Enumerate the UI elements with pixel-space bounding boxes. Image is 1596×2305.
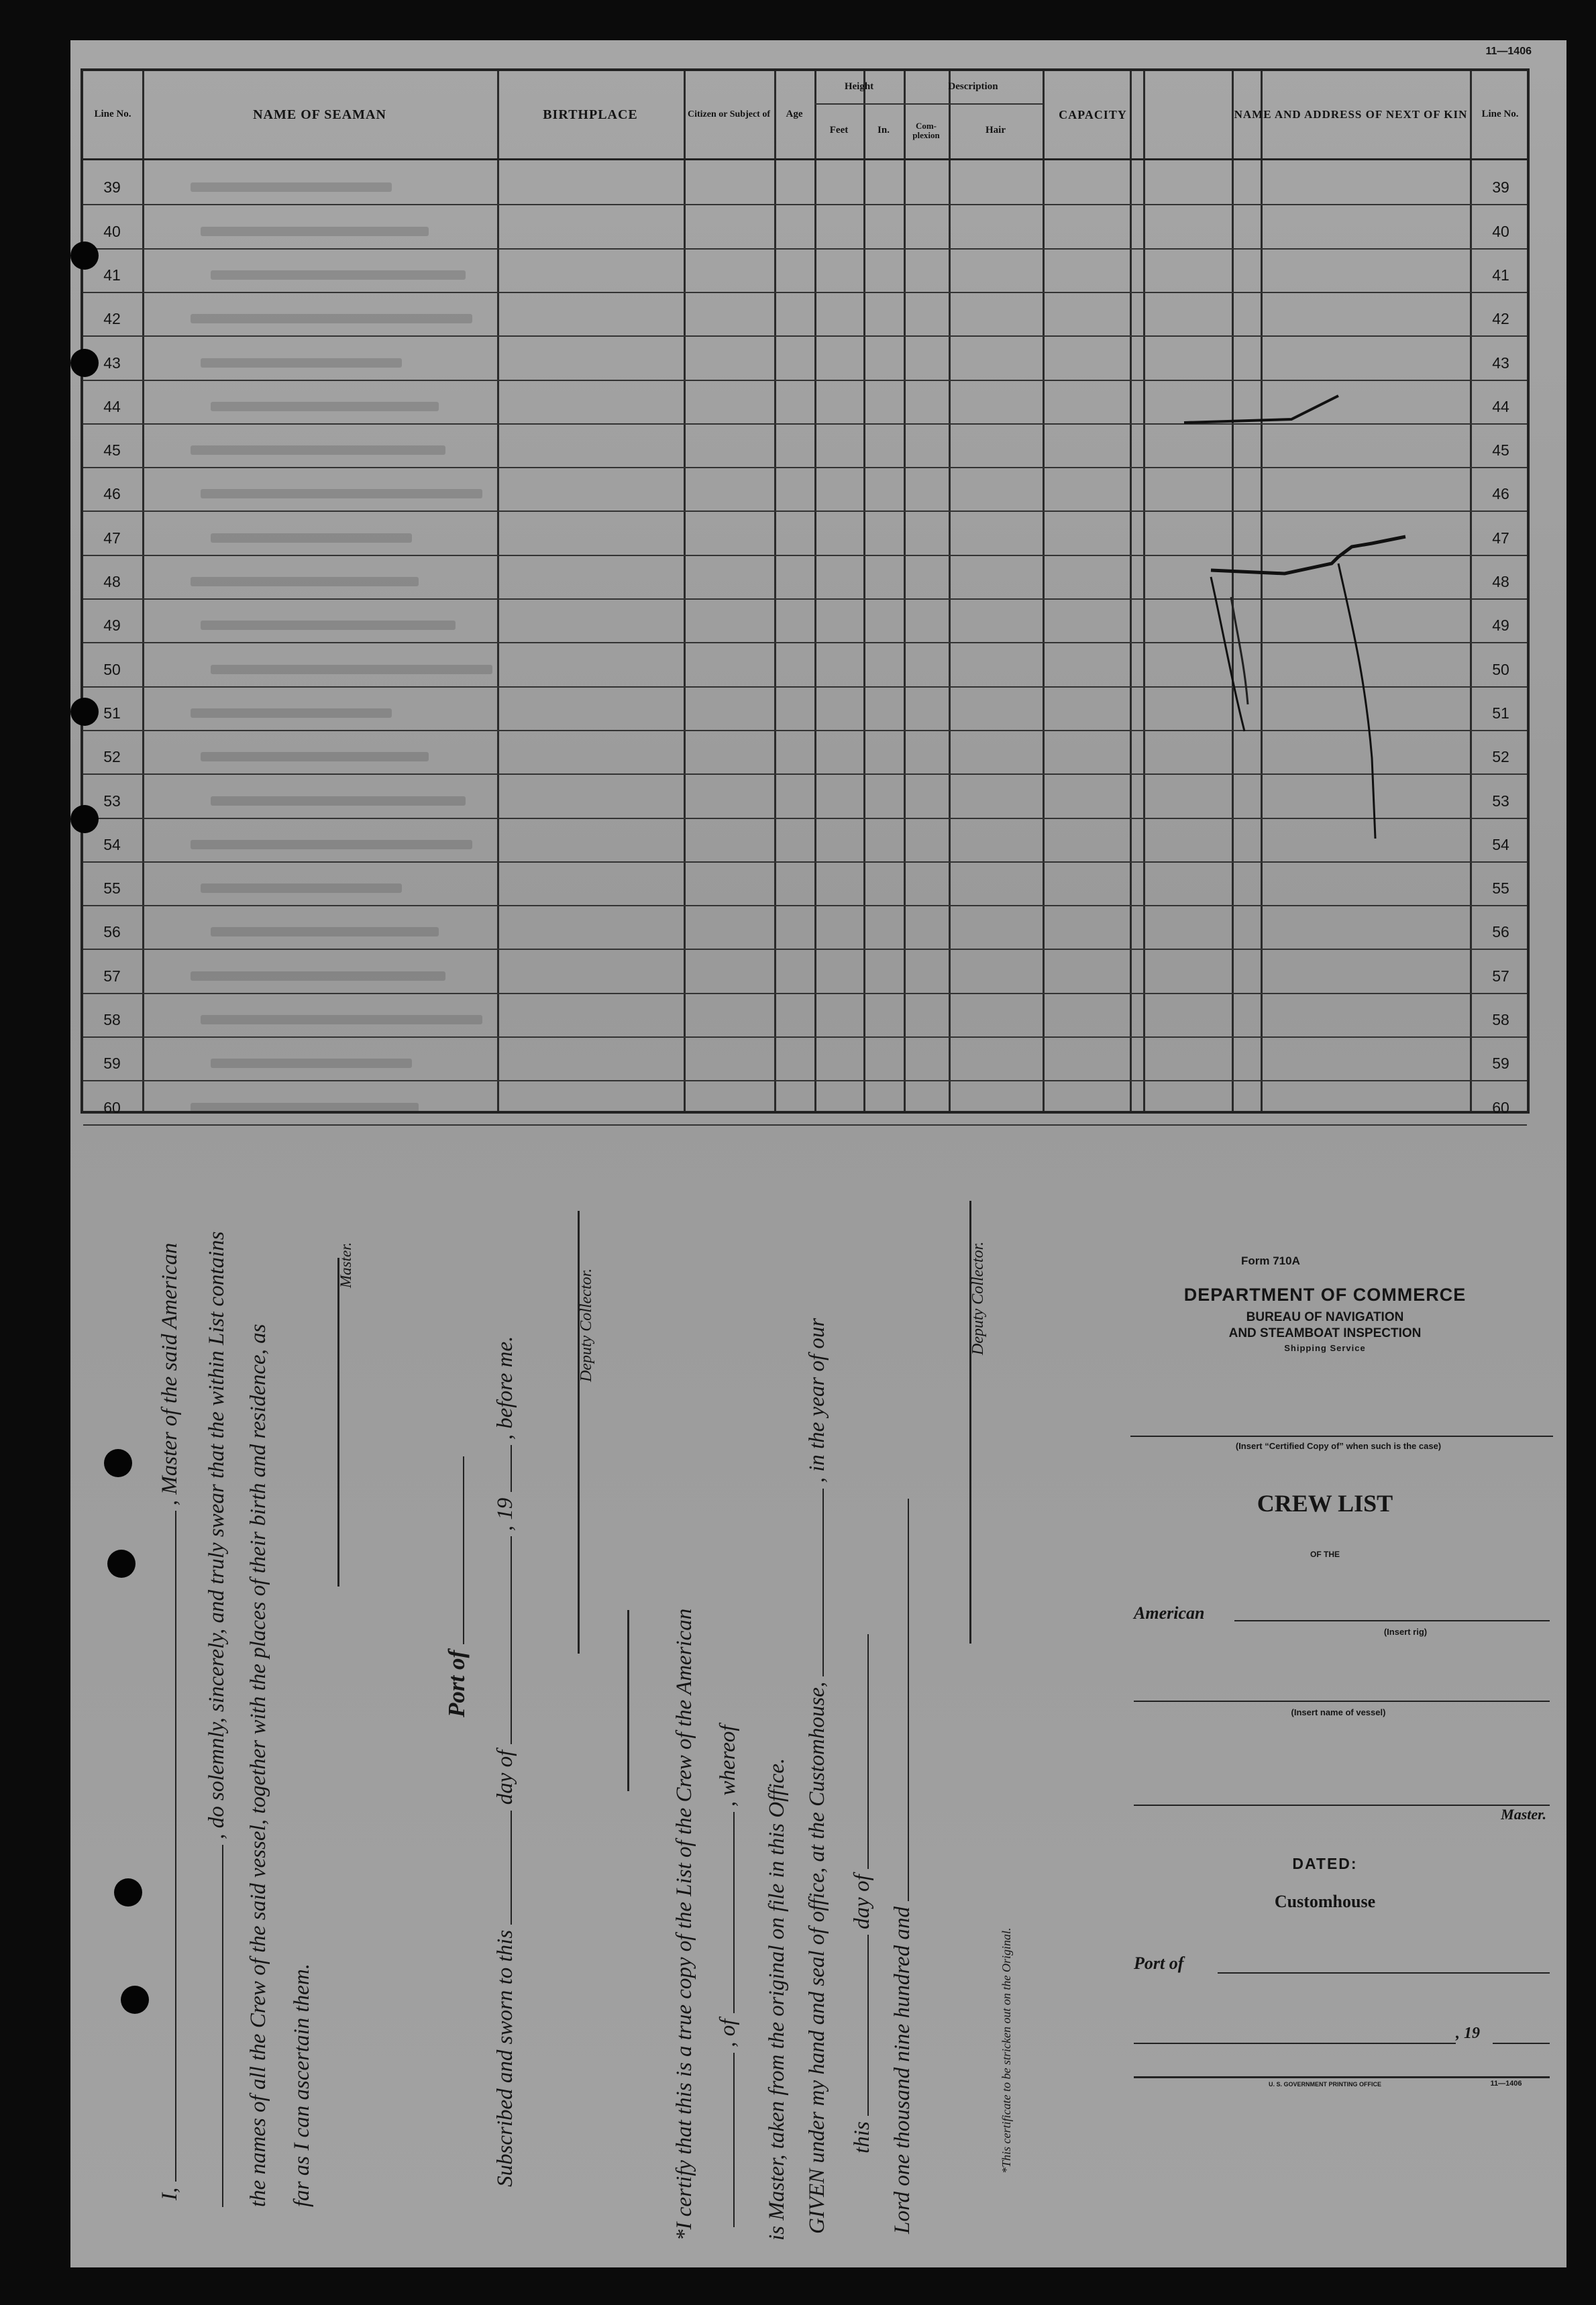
bleed-through-mark [211,927,439,936]
punch-hole [104,1449,132,1477]
form-code-top-right: 11—1406 [1485,46,1532,57]
punch-hole [70,349,99,377]
master-signature-line[interactable] [337,1258,339,1587]
deputy-signature-line-1b[interactable] [627,1610,629,1791]
line-number-left: 49 [103,617,121,635]
rig-line[interactable] [1234,1620,1550,1621]
line-number-right: 52 [1492,748,1509,766]
line-number-right: 58 [1492,1011,1509,1028]
header-description: Description [948,81,998,93]
line-number-right: 43 [1492,354,1509,372]
insert-vessel-note: (Insert name of vessel) [1291,1707,1386,1717]
cert-day-blank[interactable] [867,1935,869,2116]
line-number-left: 54 [103,835,121,853]
line-number-left: 45 [103,441,121,460]
bureau-line-2: AND STEAMBOAT INSPECTION [1228,1326,1422,1340]
line-number-left: 48 [103,573,121,590]
row-separator [83,1036,1527,1038]
bleed-through-mark [211,1059,412,1068]
line-number-right: 53 [1492,792,1509,810]
line-number-left: 46 [103,485,121,503]
certificate-line-6: Lord one thousand nine hundred and [890,1499,915,2234]
certificate-line-1: *I certify that this is a true copy of the List of the Crew of the American [672,1608,696,2241]
line-number-left: 58 [103,1011,121,1028]
header-citizen: Citizen or Subject of [688,109,770,119]
certificate-footnote: *This certificate to be stricken out on the Original. [1000,1927,1013,2174]
bleed-through-mark [191,314,472,323]
line-number-left: 40 [103,222,121,240]
punch-hole [70,698,99,726]
bleed-through-mark [211,402,439,411]
bleed-through-mark [191,445,445,455]
header-line-no-right: Line No. [1481,109,1519,120]
subscribed-month-blank[interactable] [511,1536,512,1744]
master-label: Master. [337,1242,354,1288]
row-separator [83,993,1527,994]
crew-list-page [70,40,1566,2267]
header-height: Height [844,81,874,93]
bureau-line-1: BUREAU OF NAVIGATION [1246,1310,1404,1324]
line-number-right: 45 [1492,441,1509,460]
oath-line-2: , do solemnly, sincerely, and truly swear that the within List contains [205,1232,229,2208]
deputy-collector-label-1: Deputy Collector. [578,1268,595,1382]
line-number-right: 55 [1492,879,1509,898]
oath-line-1: I, , Master of the said American [158,1242,182,2200]
insert-certified-note: (Insert “Certified Copy of” when such is the case) [1235,1441,1442,1451]
bleed-through-mark [191,840,472,849]
line-number-right: 54 [1492,835,1509,853]
line-number-left: 44 [103,397,121,415]
line-number-left: 57 [103,967,121,985]
line-number-left: 39 [103,178,121,197]
row-separator [83,248,1527,250]
master-label-right: Master. [1501,1806,1546,1823]
row-separator [83,949,1527,950]
line-number-left: 51 [103,704,121,722]
line-number-right: 39 [1492,178,1509,197]
bleed-through-mark [191,182,392,192]
punch-hole [114,1878,142,1907]
cert-port-blank[interactable] [733,1812,735,2013]
vessel-name-line[interactable] [1134,1701,1550,1702]
form-number: Form 710A [1241,1254,1300,1267]
port-line-right[interactable] [1218,1972,1550,1974]
header-hair: Hair [986,125,1006,136]
bleed-through-mark [191,1103,419,1112]
row-separator [83,1124,1527,1126]
row-separator [83,1080,1527,1081]
cert-customhouse-blank[interactable] [822,1489,824,1676]
header-age: Age [786,109,803,120]
subscribed-day-blank[interactable] [511,1811,512,1925]
line-number-left: 59 [103,1055,121,1073]
line-number-right: 47 [1492,529,1509,547]
oath-line-4: far as I can ascertain them. [290,1964,314,2207]
line-number-right: 50 [1492,660,1509,678]
bleed-through-mark [201,621,456,630]
bleed-through-mark [201,883,402,893]
line-number-left: 43 [103,354,121,372]
bleed-through-mark [191,708,392,718]
line-number-right: 40 [1492,222,1509,240]
date-line-right[interactable] [1134,2043,1456,2044]
line-number-right: 48 [1492,573,1509,590]
oath-i: I, [158,2187,182,2200]
certificate-line-3: is Master, taken from the original on file in this Office. [765,1758,789,2241]
line-number-right: 49 [1492,617,1509,635]
bleed-through-mark [201,489,482,498]
bleed-through-mark [211,665,492,674]
line-number-left: 55 [103,879,121,898]
american-label: American [1134,1603,1205,1623]
row-separator [83,335,1527,337]
line-number-left: 52 [103,748,121,766]
port-of-label: Port of [443,1456,470,1717]
punch-hole [121,1986,149,2014]
bleed-through-mark [201,358,402,368]
header-birthplace: BIRTHPLACE [543,107,638,122]
bleed-through-mark [211,270,466,280]
gpo-code: 11—1406 [1490,2080,1522,2088]
service-label: Shipping Service [1284,1343,1366,1353]
header-capacity: CAPACITY [1059,107,1127,121]
row-separator [83,204,1527,205]
line-number-right: 60 [1492,1098,1509,1116]
bleed-through-mark [191,577,419,586]
oath-line-3: the names of all the Crew of the said vessel, together with the places of their birth and residence, as [246,1324,270,2207]
header-inches: In. [877,125,890,136]
subscribed-line: Subscribed and sworn to this day of , 19 , before me. [493,1336,517,2187]
punch-hole [70,805,99,833]
cert-vessel-blank[interactable] [733,2053,735,2227]
bleed-through-mark [191,971,445,981]
insert-rig-note: (Insert rig) [1383,1627,1428,1637]
bleed-through-mark [201,227,429,236]
port-of-label-right: Port of [1134,1953,1184,1973]
line-number-left: 50 [103,660,121,678]
header-feet: Feet [829,125,849,136]
line-number-left: 47 [103,529,121,547]
line-number-left: 60 [103,1098,121,1116]
cert-month-blank[interactable] [867,1634,869,1869]
department-title: DEPARTMENT OF COMMERCE [1183,1285,1467,1305]
punch-hole [107,1550,136,1578]
crew-list-title: CREW LIST [1257,1490,1393,1517]
row-separator [83,905,1527,906]
line-number-right: 46 [1492,485,1509,503]
line-number-right: 59 [1492,1055,1509,1073]
of-the-label: OF THE [1310,1550,1340,1559]
certified-copy-line[interactable] [1130,1436,1553,1437]
punch-hole [70,242,99,270]
certificate-line-5: this day of [850,1634,875,2153]
dated-label: DATED: [1292,1855,1358,1872]
header-next-of-kin: NAME AND ADDRESS OF NEXT OF KIN [1234,108,1468,121]
master-name-blank[interactable] [175,1511,176,2182]
year-line-right[interactable] [1493,2043,1550,2044]
line-number-left: 41 [103,266,121,284]
line-number-right: 44 [1492,397,1509,415]
line-number-left: 42 [103,310,121,328]
nineteen-label-right: , 19 [1456,2025,1480,2042]
line-number-left: 56 [103,923,121,941]
bleed-through-mark [201,1015,482,1024]
line-number-right: 42 [1492,310,1509,328]
line-number-right: 57 [1492,967,1509,985]
line-number-right: 56 [1492,923,1509,941]
handwritten-marks [1130,356,1452,865]
subscribed-year-blank[interactable] [511,1445,512,1492]
bleed-through-mark [201,752,429,761]
vessel-name-blank[interactable] [222,1845,223,2207]
line-number-right: 41 [1492,266,1509,284]
row-separator [83,292,1527,293]
header-line-no: Line No. [94,109,131,120]
certificate-line-4: GIVEN under my hand and seal of office, at the Customhouse, , in the year of our [805,1318,829,2234]
cert-year-blank[interactable] [908,1499,909,1901]
bleed-through-mark [211,533,412,543]
bleed-through-mark [211,796,466,806]
header-name-of-seaman: NAME OF SEAMAN [253,107,386,122]
certificate-line-2: , of , whereof [716,1725,741,2227]
line-number-left: 53 [103,792,121,810]
port-blank[interactable] [463,1456,464,1644]
line-number-right: 51 [1492,704,1509,722]
customhouse-label: Customhouse [1274,1892,1376,1911]
header-complexion: Com-plexion [912,121,940,140]
bottom-rule [1134,2076,1550,2078]
gpo-label: U. S. GOVERNMENT PRINTING OFFICE [1268,2081,1381,2088]
deputy-collector-label-2: Deputy Collector. [969,1241,987,1355]
